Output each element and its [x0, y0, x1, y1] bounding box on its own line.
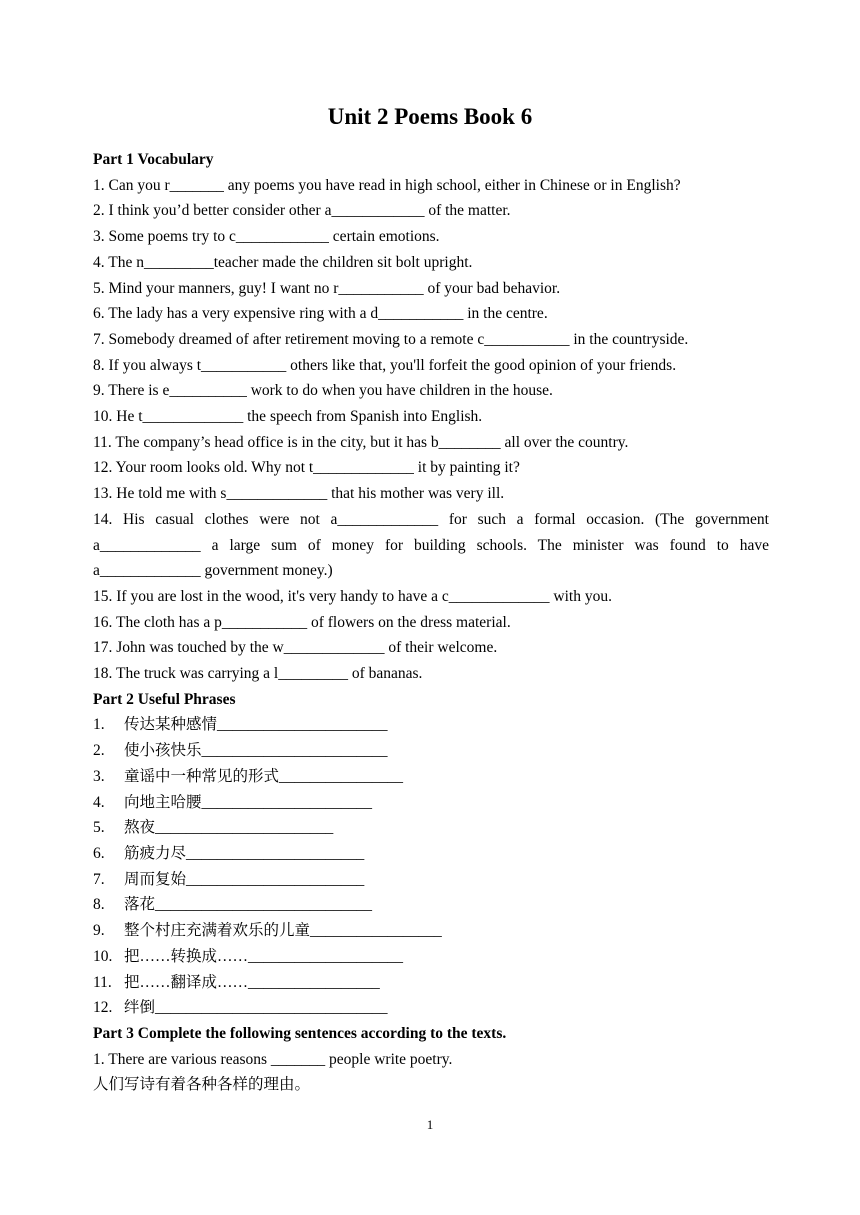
phrase-number: 3. — [93, 767, 105, 785]
phrase-number: 1. — [93, 716, 105, 734]
phrase-number: 11. — [93, 973, 112, 991]
phrase-text: 把……转换成……____________________ — [124, 947, 404, 965]
vocab-item: 12. Your room looks old. Why not t_____________ it by painting it? — [93, 459, 520, 477]
phrase-text: 熬夜_______________________ — [124, 819, 334, 837]
phrase-item — [93, 738, 769, 764]
phrase-text: 筋疲力尽_______________________ — [124, 844, 365, 862]
completion-sentence: 1. There are various reasons _______ people write poetry. — [93, 1050, 453, 1068]
phrase-number: 4. — [93, 793, 105, 811]
phrase-number: 7. — [93, 870, 105, 888]
phrase-number: 10. — [93, 947, 113, 965]
phrase-item — [93, 918, 769, 944]
phrase-item — [93, 712, 769, 738]
part2-heading: Part 2 Useful Phrases — [93, 690, 236, 708]
vocab-item: 17. John was touched by the w_____________ of their welcome. — [93, 639, 498, 657]
vocab-item: 9. There is e__________ work to do when you have children in the house. — [93, 382, 553, 400]
completion-translation: 人们写诗有着各种各样的理由。 — [93, 1076, 311, 1094]
phrase-text: 童谣中一种常见的形式________________ — [124, 767, 404, 785]
phrase-text: 整个村庄充满着欢乐的儿童_________________ — [124, 922, 442, 940]
page-number: 1 — [426, 1117, 434, 1132]
phrase-number: 9. — [93, 922, 105, 940]
vocab-item: 3. Some poems try to c____________ certain emotions. — [93, 228, 440, 246]
phrase-number: 2. — [93, 742, 105, 760]
phrase-item — [93, 815, 769, 841]
phrase-item — [93, 867, 769, 893]
phrase-item — [93, 970, 769, 996]
vocab-item: 11. The company’s head office is in the city, but it has b________ all over the country. — [93, 433, 629, 451]
phrase-item — [93, 892, 769, 918]
phrase-text: 绊倒______________________________ — [124, 999, 388, 1017]
phrase-number: 8. — [93, 896, 105, 914]
vocab-item-14: 14. His casual clothes were not a_____________ for such a formal occasion. (The government a_____________ a large sum of money for building schools. The minister was found to have a_____________ government money.) — [93, 510, 769, 580]
phrase-number: 5. — [93, 819, 105, 837]
vocab-item: 8. If you always t___________ others like that, you'll forfeit the good opinion of your friends. — [93, 356, 677, 374]
vocab-item: 4. The n_________teacher made the children sit bolt upright. — [93, 253, 473, 271]
vocab-item: 6. The lady has a very expensive ring with a d___________ in the centre. — [93, 305, 548, 323]
vocab-item: 18. The truck was carrying a l_________ of bananas. — [93, 665, 423, 683]
vocab-item: 1. Can you r_______ any poems you have read in high school, either in Chinese or in English? — [93, 176, 681, 194]
vocab-item: 16. The cloth has a p___________ of flowers on the dress material. — [93, 613, 511, 631]
phrase-number: 6. — [93, 844, 105, 862]
document-title: Unit 2 Poems Book 6 — [327, 104, 533, 129]
phrase-text: 使小孩快乐________________________ — [124, 742, 388, 760]
vocab-item: 15. If you are lost in the wood, it's very handy to have a c_____________ with you. — [93, 587, 612, 605]
phrase-text: 传达某种感情______________________ — [124, 716, 388, 734]
phrase-number: 12. — [93, 999, 113, 1017]
phrase-text: 把……翻译成……_________________ — [124, 973, 380, 991]
vocab-item: 7. Somebody dreamed of after retirement moving to a remote c___________ in the countryside. — [93, 330, 689, 348]
vocab-item: 5. Mind your manners, guy! I want no r___________ of your bad behavior. — [93, 279, 561, 297]
phrase-text: 周而复始_______________________ — [124, 870, 365, 888]
phrase-item — [93, 764, 769, 790]
vocab-item: 13. He told me with s_____________ that his mother was very ill. — [93, 485, 505, 503]
phrase-text: 落花____________________________ — [124, 896, 373, 914]
vocab-item: 2. I think you’d better consider other a____________ of the matter. — [93, 202, 511, 220]
part1-heading: Part 1 Vocabulary — [93, 151, 214, 168]
phrase-item — [93, 944, 769, 970]
phrase-item — [93, 841, 769, 867]
document-body — [93, 147, 769, 1098]
phrase-item — [93, 790, 769, 816]
part3-heading: Part 3 Complete the following sentences according to the texts. — [93, 1024, 507, 1042]
vocab-item: 10. He t_____________ the speech from Spanish into English. — [93, 408, 483, 426]
phrase-item — [93, 995, 769, 1021]
phrase-text: 向地主哈腰______________________ — [124, 793, 373, 811]
